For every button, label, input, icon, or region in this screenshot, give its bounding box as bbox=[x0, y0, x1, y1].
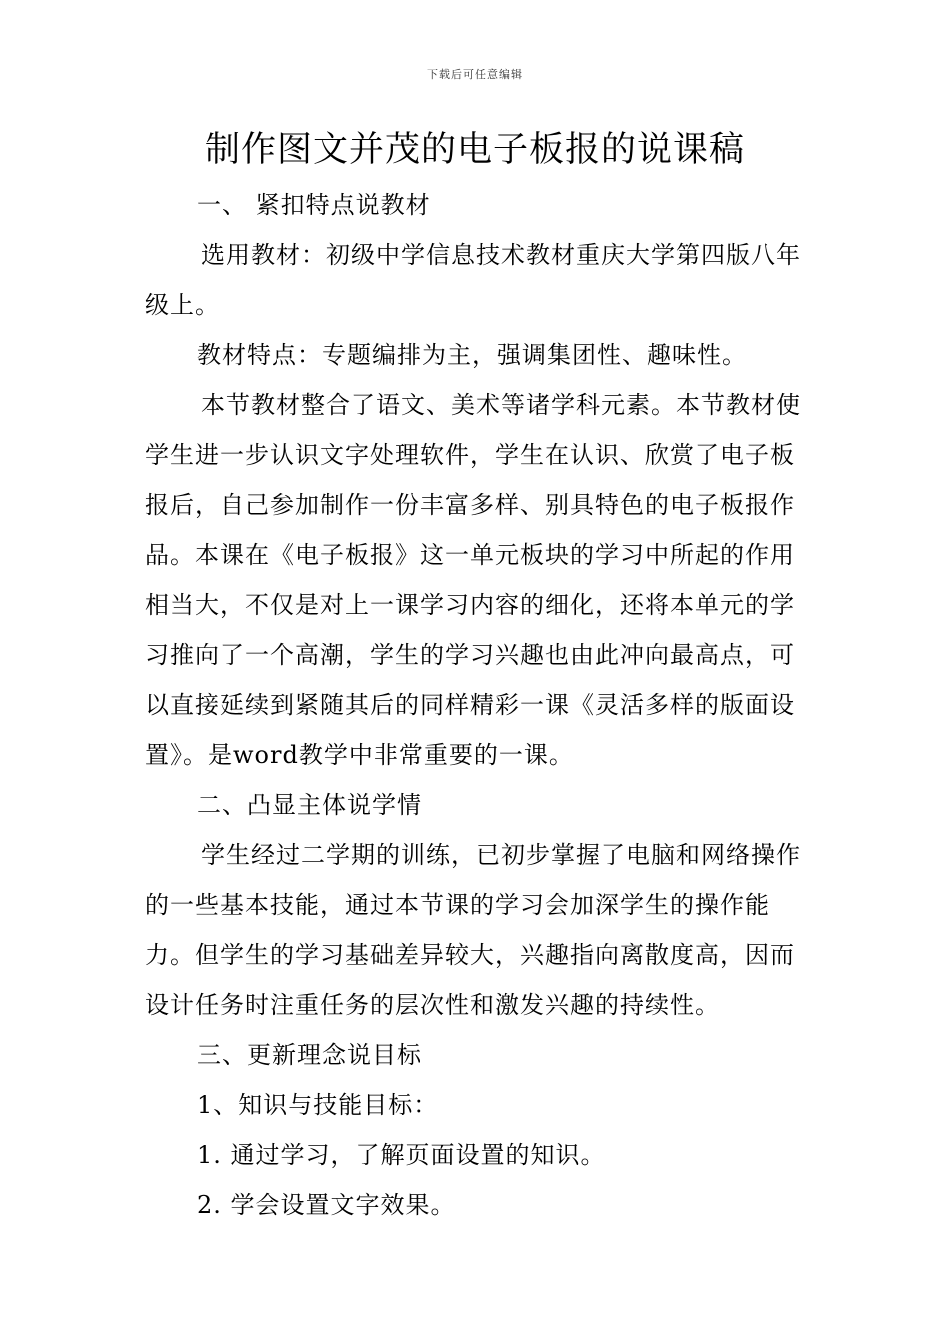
paragraph-textbook: 选用教材：初级中学信息技术教材重庆大学第四版八年级上。 bbox=[145, 241, 801, 319]
document-body bbox=[145, 180, 805, 1230]
section-heading-1: 一、 紧扣特点说教材 bbox=[197, 191, 431, 219]
section-heading-2: 二、凸显主体说学情 bbox=[197, 791, 422, 819]
list-item-1: 1. 通过学习，了解页面设置的知识。 bbox=[197, 1141, 606, 1169]
paragraph-content: 本节教材整合了语文、美术等诸学科元素。本节教材使学生进一步认识文字处理软件，学生在认识、欣赏了电子板报后，自己参加制作一份丰富多样、别具特色的电子板报作品。本课在《电子板报》这一单元板块的学习中所起的作用相当大，不仅是对上一课学习内容的细化，还将本单元的学习推向了一个高潮，学生的学习兴趣也由此冲向最高点，可以直接延续到紧随其后的同样精彩一课《灵活多样的版面设置》。是word教学中非常重要的一课。 bbox=[145, 391, 801, 769]
subheading-knowledge-skills: 1、知识与技能目标： bbox=[197, 1091, 439, 1119]
list-item-2: 2. 学会设置文字效果。 bbox=[197, 1191, 456, 1219]
document-title: 制作图文并茂的电子板报的说课稿 bbox=[204, 130, 745, 170]
section-heading-3: 三、更新理念说目标 bbox=[197, 1041, 422, 1069]
paragraph-students: 学生经过二学期的训练，已初步掌握了电脑和网络操作的一些基本技能，通过本节课的学习会加深学生的操作能力。但学生的学习基础差异较大，兴趣指向离散度高，因而设计任务时注重任务的层次性和激发兴趣的持续性。 bbox=[145, 841, 801, 1019]
paragraph-features: 教材特点：专题编排为主，强调集团性、趣味性。 bbox=[197, 341, 747, 369]
header-note: 下载后可任意编辑 bbox=[427, 68, 523, 81]
